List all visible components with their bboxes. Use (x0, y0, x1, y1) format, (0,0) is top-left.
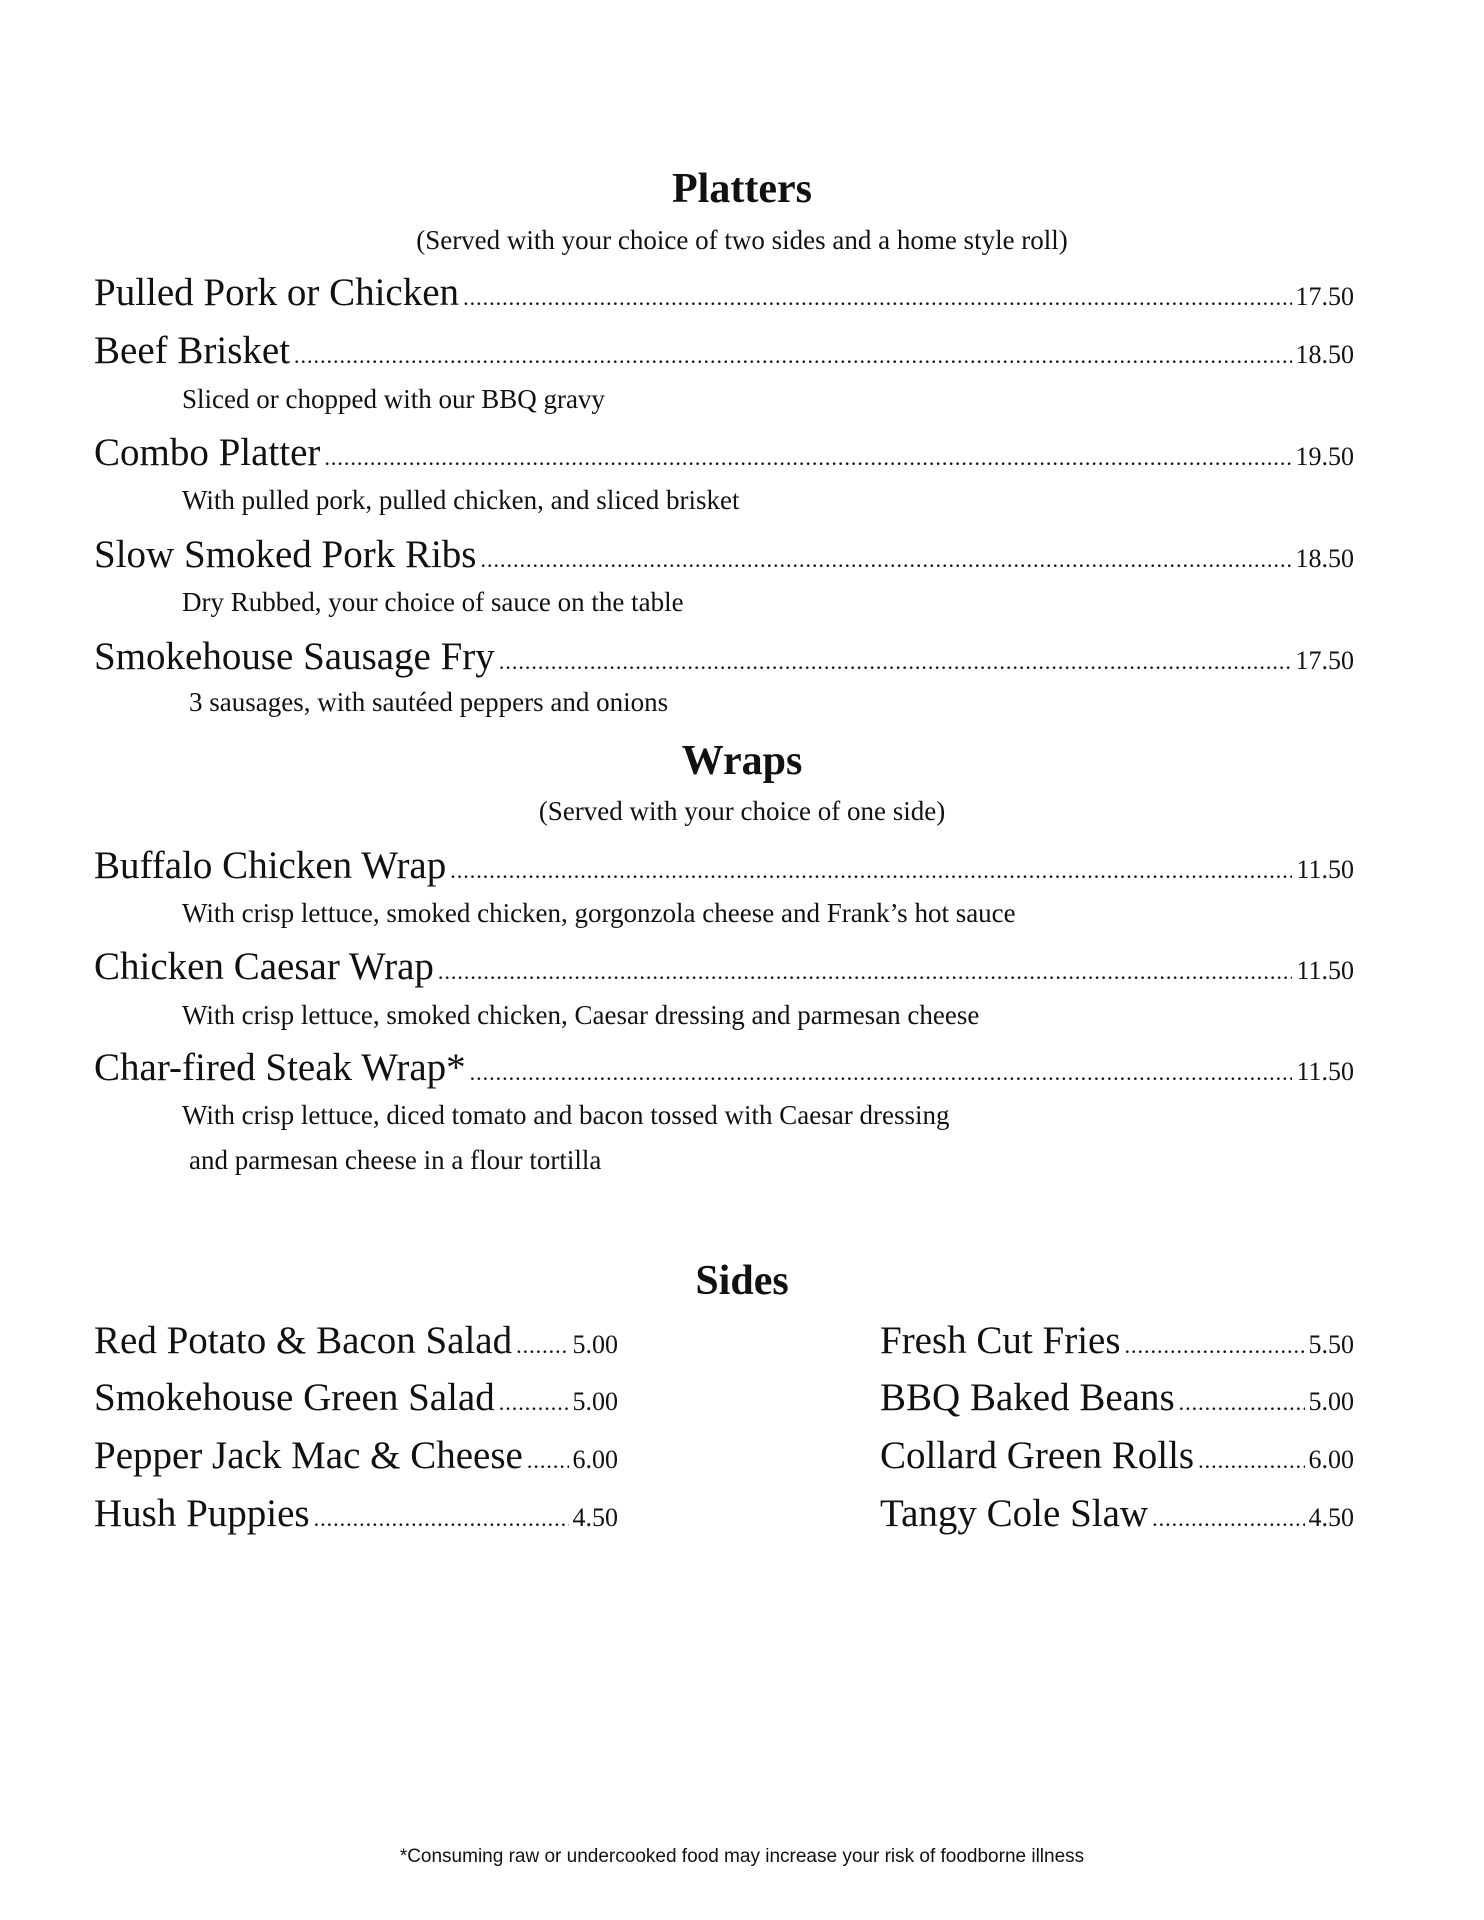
item-price: 18.50 (1295, 544, 1354, 573)
menu-item (94, 1045, 1354, 1090)
item-description: Dry Rubbed, your choice of sauce on the table (182, 587, 684, 617)
item-description: With crisp lettuce, diced tomato and bacon tossed with Caesar dressing (182, 1100, 950, 1130)
side-item (94, 1491, 618, 1536)
item-price: 17.50 (1295, 646, 1354, 675)
platters-heading: Platters (672, 166, 812, 212)
side-item (94, 1433, 618, 1478)
wraps-subtitle: (Served with your choice of one side) (538, 796, 946, 826)
dot-leader (499, 649, 1292, 675)
dot-leader (450, 858, 1292, 884)
item-price: 6.00 (1308, 1445, 1354, 1474)
side-item (94, 1375, 618, 1420)
menu-item (94, 270, 1354, 315)
side-item (880, 1433, 1354, 1478)
item-name: Fresh Cut Fries (880, 1319, 1121, 1362)
wraps-heading: Wraps (681, 738, 803, 784)
item-price: 19.50 (1295, 442, 1354, 471)
item-description-continued: and parmesan cheese in a flour tortilla (189, 1145, 602, 1175)
item-name: Char-fired Steak Wrap* (94, 1046, 466, 1089)
item-name: Slow Smoked Pork Ribs (94, 533, 477, 576)
dot-leader (463, 285, 1291, 311)
item-description: With pulled pork, pulled chicken, and sliced brisket (182, 485, 740, 515)
dot-leader (470, 1060, 1293, 1086)
item-price: 4.50 (1308, 1503, 1354, 1532)
item-price: 11.50 (1296, 855, 1354, 884)
item-name: Pulled Pork or Chicken (94, 271, 460, 314)
menu-item (94, 634, 1354, 679)
item-name: Smokehouse Green Salad (94, 1376, 495, 1419)
item-name: Collard Green Rolls (880, 1434, 1195, 1477)
dot-leader (480, 547, 1291, 573)
menu-item (94, 843, 1354, 888)
menu-item (94, 944, 1354, 989)
side-item (880, 1318, 1354, 1363)
platters-subtitle: (Served with your choice of two sides and a home style roll) (416, 225, 1068, 255)
dot-leader (516, 1333, 568, 1359)
item-name: BBQ Baked Beans (880, 1376, 1175, 1419)
item-description: 3 sausages, with sautéed peppers and onions (189, 687, 669, 717)
item-price: 11.50 (1296, 1057, 1354, 1086)
side-item (880, 1375, 1354, 1420)
dot-leader (499, 1390, 569, 1416)
menu-item (94, 532, 1354, 577)
item-name: Red Potato & Bacon Salad (94, 1319, 513, 1362)
side-item (880, 1491, 1354, 1536)
dot-leader (1125, 1333, 1305, 1359)
item-price: 5.00 (572, 1330, 618, 1359)
item-name: Beef Brisket (94, 329, 291, 372)
menu-item (94, 328, 1354, 373)
item-price: 18.50 (1295, 340, 1354, 369)
menu-item (94, 430, 1354, 475)
sides-heading: Sides (695, 1258, 789, 1304)
dot-leader (527, 1448, 569, 1474)
item-description: With crisp lettuce, smoked chicken, gorgonzola cheese and Frank’s hot sauce (182, 898, 1016, 928)
item-name: Pepper Jack Mac & Cheese (94, 1434, 523, 1477)
item-description: Sliced or chopped with our BBQ gravy (182, 384, 605, 414)
item-price: 4.50 (572, 1503, 618, 1532)
item-name: Tangy Cole Slaw (880, 1492, 1149, 1535)
dot-leader (1152, 1506, 1304, 1532)
dot-leader (1179, 1390, 1305, 1416)
item-name: Chicken Caesar Wrap (94, 945, 434, 988)
item-name: Smokehouse Sausage Fry (94, 635, 495, 678)
item-price: 5.00 (1308, 1387, 1354, 1416)
item-name: Buffalo Chicken Wrap (94, 844, 447, 887)
dot-leader (1198, 1448, 1304, 1474)
side-item (94, 1318, 618, 1363)
item-price: 11.50 (1296, 956, 1354, 985)
item-name: Hush Puppies (94, 1492, 310, 1535)
dot-leader (314, 1506, 569, 1532)
item-price: 5.00 (572, 1387, 618, 1416)
item-price: 6.00 (572, 1445, 618, 1474)
item-name: Combo Platter (94, 431, 321, 474)
dot-leader (294, 343, 1291, 369)
footnote: *Consuming raw or undercooked food may increase your risk of foodborne illness (399, 1846, 1085, 1867)
dot-leader (438, 959, 1293, 985)
dot-leader (324, 445, 1291, 471)
item-price: 17.50 (1295, 282, 1354, 311)
item-price: 5.50 (1308, 1330, 1354, 1359)
item-description: With crisp lettuce, smoked chicken, Caesar dressing and parmesan cheese (182, 1000, 980, 1030)
